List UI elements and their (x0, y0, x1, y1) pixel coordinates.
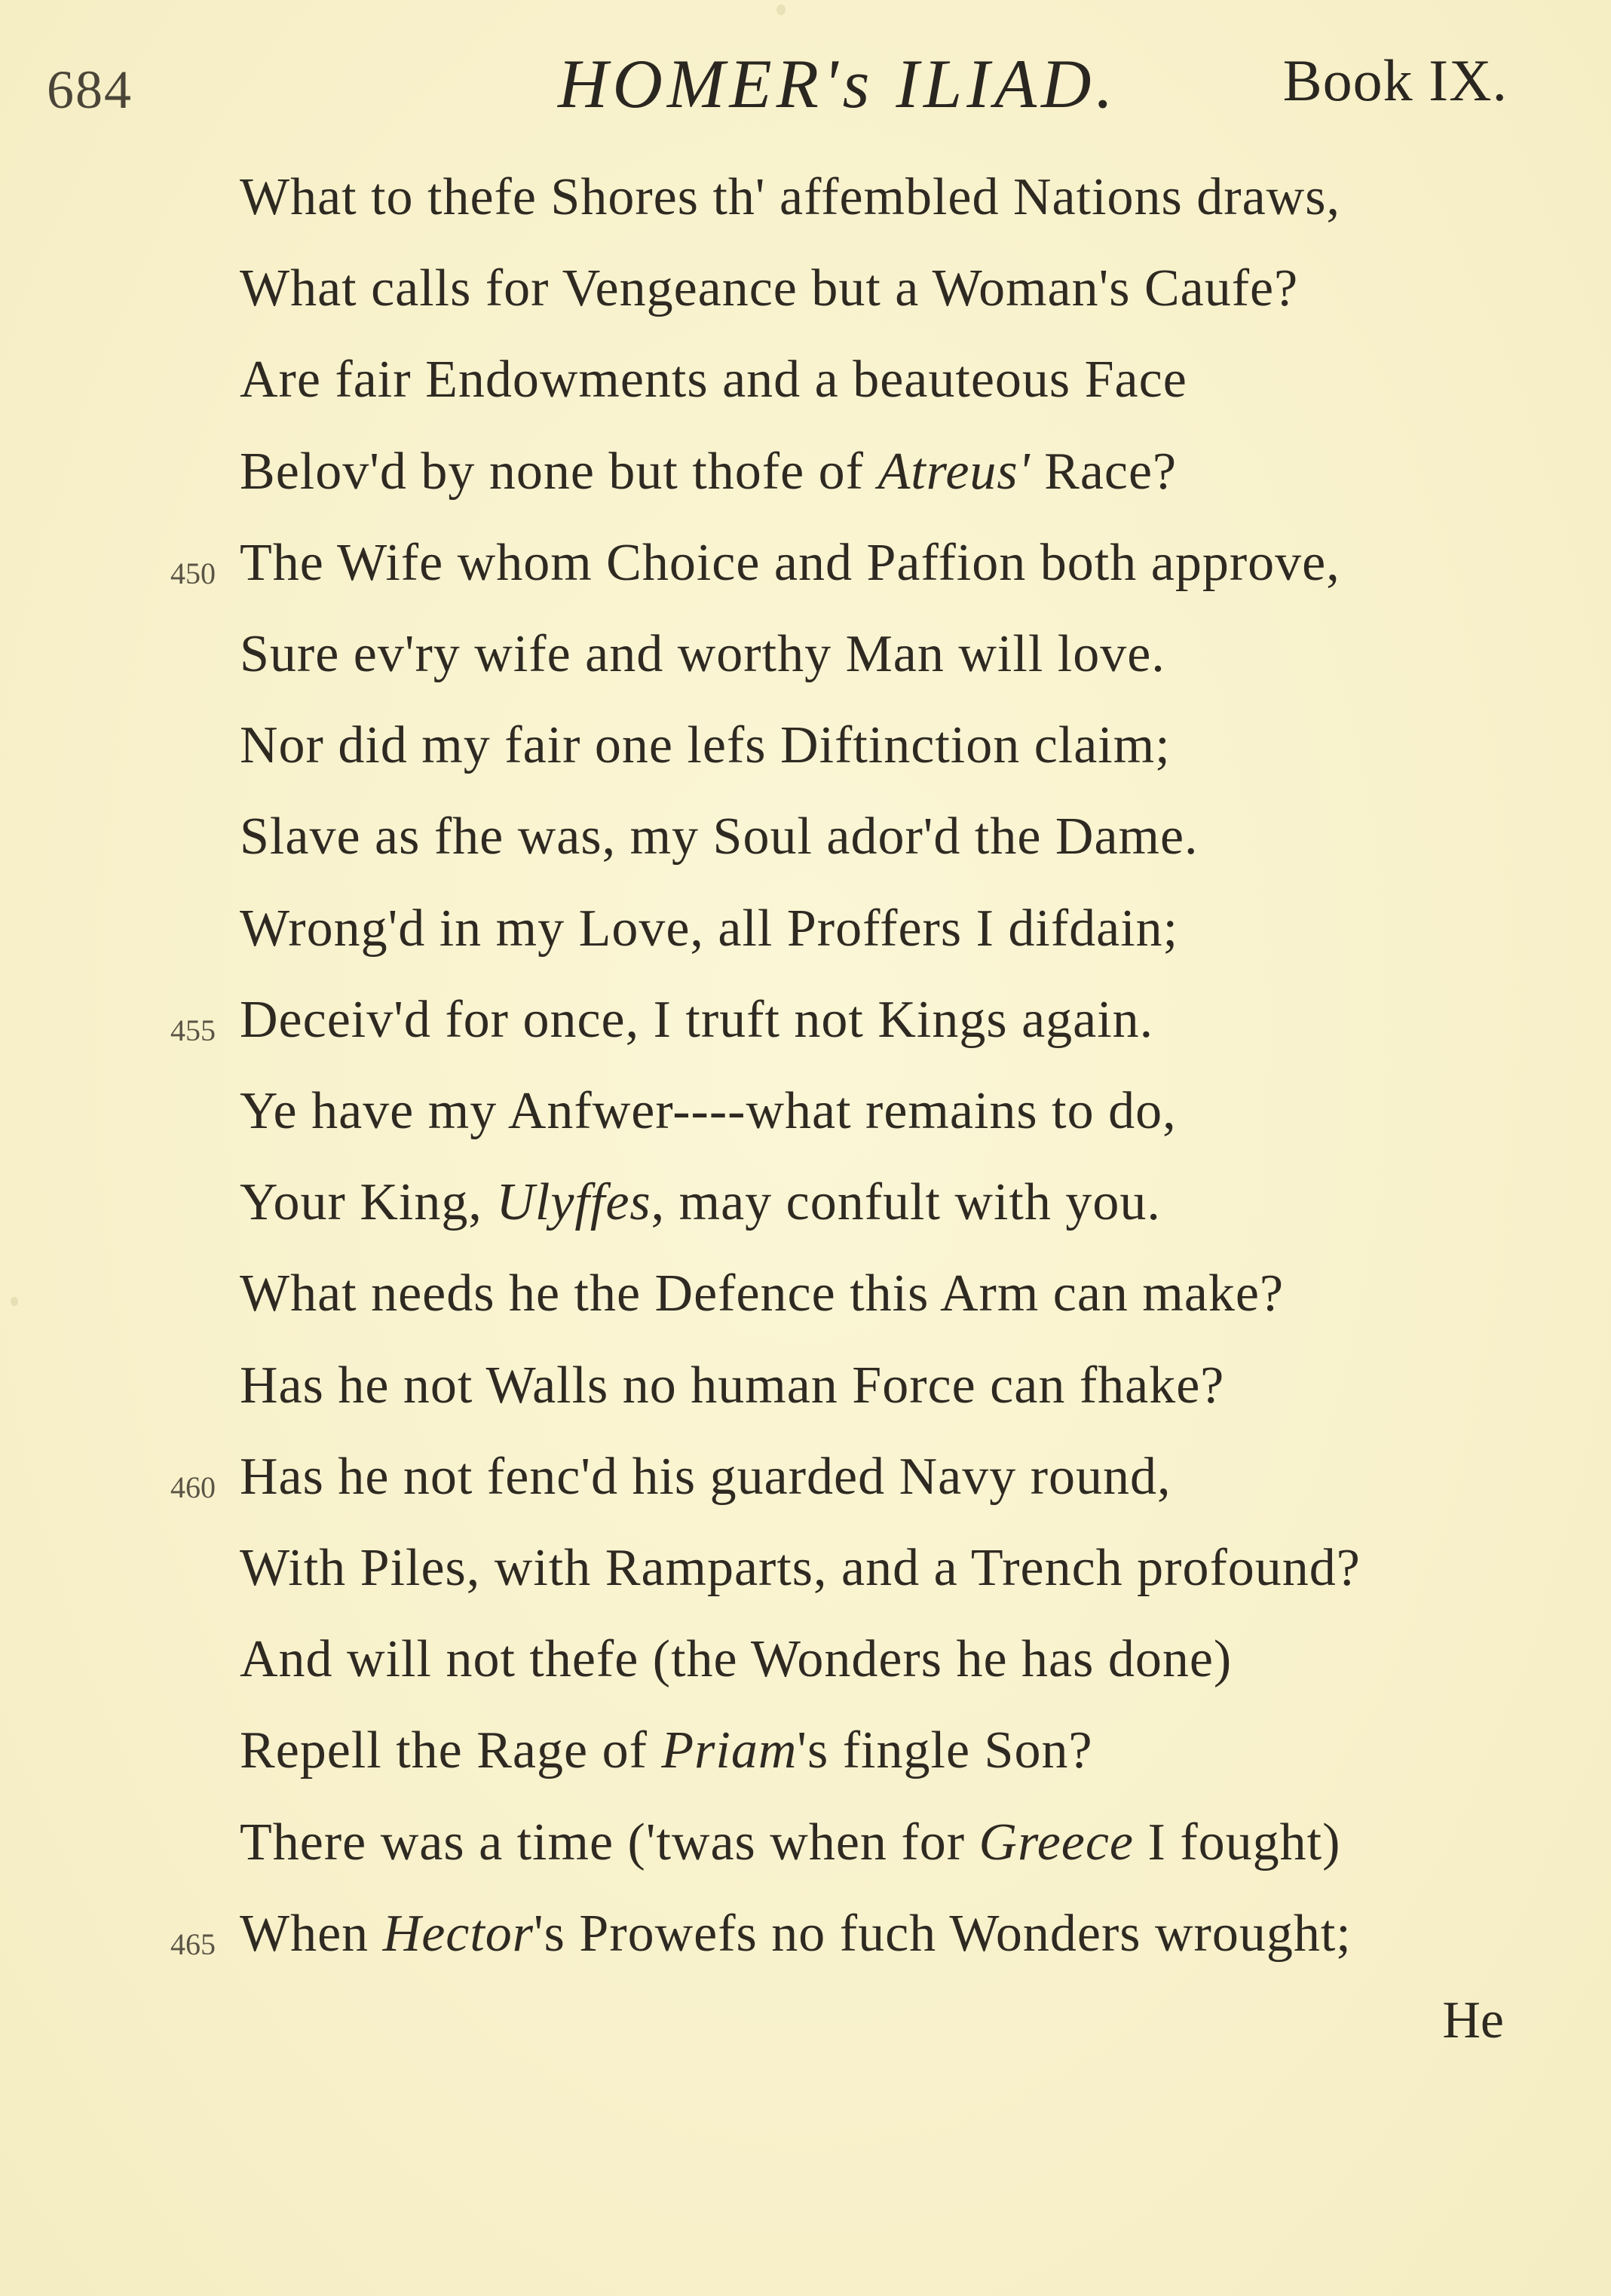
verse-text: When (240, 1905, 383, 1963)
verse-line (240, 167, 1340, 228)
verse-line (240, 1538, 1361, 1599)
paper-spot (11, 1297, 18, 1306)
proper-name-italic: Ulyffes (496, 1173, 651, 1231)
line-number: 465 (170, 1927, 216, 1961)
verse-line (240, 899, 1178, 959)
proper-name-italic: Priam (661, 1721, 798, 1779)
verse-text: And will not thefe (the Wonders he has done) (240, 1630, 1233, 1688)
verse-text: , may confult with you. (651, 1173, 1161, 1231)
verse-text: Nor did my fair one lefs Diftinction claim; (240, 716, 1171, 774)
verse-text: 's Prowefs no fuch Wonders wrought; (534, 1905, 1352, 1963)
proper-name-italic: Greece (979, 1813, 1135, 1871)
verse-text: I fought) (1134, 1813, 1341, 1871)
verse-text: The Wife whom Choice and Paffion both approve, (240, 534, 1340, 592)
verse-text: Sure ev'ry wife and worthy Man will love. (240, 625, 1165, 683)
verse-text: Deceiv'd for once, I truft not Kings again. (240, 991, 1154, 1049)
verse-text: Has he not fenc'd his guarded Navy round, (240, 1448, 1171, 1506)
verse-line (240, 1904, 1352, 1964)
verse-text: Belov'd by none but thofe of (240, 443, 878, 501)
verse-text: Slave as fhe was, my Soul ador'd the Dame. (240, 808, 1199, 866)
paper-spot (776, 5, 786, 15)
verse-text: Has he not Walls no human Force can fhake? (240, 1356, 1225, 1415)
verse-text: Your King, (240, 1173, 497, 1231)
line-number: 460 (170, 1470, 216, 1504)
verse-line (240, 1447, 1171, 1507)
verse-text: 's fingle Son? (797, 1721, 1093, 1779)
verse-line (240, 990, 1153, 1050)
verse-line (240, 1264, 1284, 1324)
verse-line (240, 350, 1187, 410)
verse-line (240, 259, 1298, 319)
verse-line (240, 1813, 1340, 1873)
verse-text: Race? (1030, 443, 1178, 501)
verse-text: There was a time ('twas when for (240, 1813, 979, 1871)
verse-text: What needs he the Defence this Arm can make? (240, 1264, 1285, 1323)
catchword: He (1442, 1991, 1504, 2049)
verse-text: What calls for Vengeance but a Woman's Caufe? (240, 259, 1299, 317)
verse-line (240, 1629, 1232, 1690)
verse-line (240, 1356, 1224, 1416)
page-number: 684 (47, 60, 133, 120)
verse-text: Are fair Endowments and a beauteous Face (240, 351, 1187, 409)
verse-text: Repell the Rage of (240, 1721, 662, 1779)
verse-line (240, 1721, 1093, 1781)
verse-line (240, 716, 1171, 776)
verse-line (240, 533, 1340, 593)
verse-text: Ye have my Anfwer----what remains to do, (240, 1082, 1177, 1140)
verse-text: With Piles, with Ramparts, and a Trench profound? (240, 1539, 1361, 1597)
verse-text: Wrong'd in my Love, all Proffers I difdain; (240, 900, 1179, 958)
verse-line (240, 624, 1165, 685)
proper-name-italic: Hector (382, 1905, 534, 1963)
line-number: 450 (170, 556, 216, 590)
verse-line (240, 442, 1177, 502)
verse-line (240, 807, 1199, 867)
line-number: 455 (170, 1013, 216, 1047)
running-head-title: HOMER's ILIAD. (558, 45, 1118, 122)
running-head-book: Book IX. (1282, 48, 1508, 113)
verse-line (240, 1081, 1177, 1142)
verse-text: What to thefe Shores th' affembled Nations draws, (240, 168, 1340, 226)
proper-name-italic: Atreus' (877, 443, 1031, 501)
verse-line (240, 1173, 1161, 1233)
